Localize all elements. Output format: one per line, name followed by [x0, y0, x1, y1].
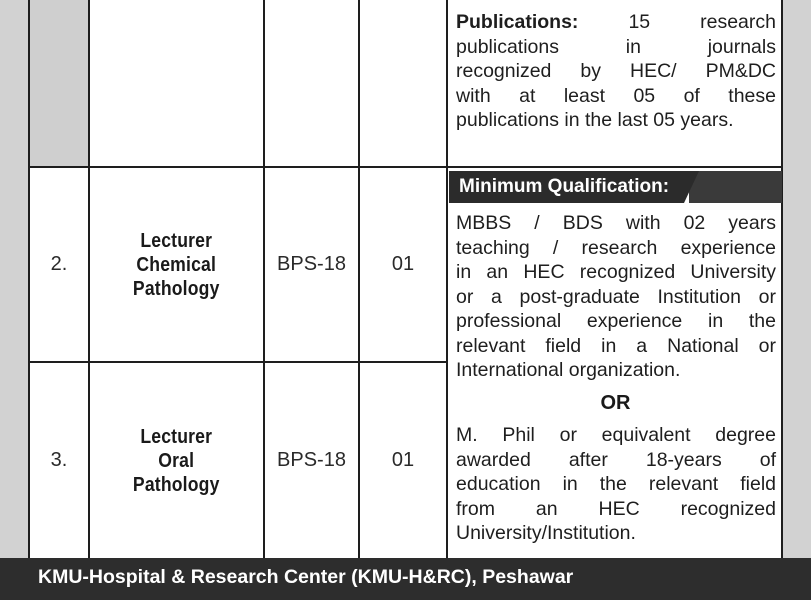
post-title-line: Lecturer	[140, 229, 213, 252]
post-title	[133, 229, 220, 301]
post-title-line: Chemical	[136, 253, 217, 276]
left-border-strip	[0, 0, 28, 558]
row-3-post-cell	[90, 363, 263, 558]
qualification-line: education in the relevant field	[456, 473, 776, 495]
row-3-sno-cell	[30, 363, 88, 558]
qualification-line: University/Institution.	[456, 522, 636, 544]
post-title-line: Pathology	[133, 277, 220, 300]
qualification-line: relevant field in a National or	[456, 334, 776, 357]
row-sno: 3.	[50, 449, 68, 471]
qualification-header: Minimum Qualification:	[459, 176, 670, 197]
footer-title: KMU-Hospital & Research Center (KMU-H&RC), Peshawar	[38, 565, 574, 588]
publications-text-first: 15 research	[628, 11, 776, 33]
post-title-line: Oral	[158, 449, 195, 472]
qualification-line: International organization.	[456, 359, 681, 381]
publications-line: with at least 05 of these	[456, 84, 776, 107]
bps-grade: BPS-18	[277, 449, 346, 471]
publications-requirement	[456, 10, 776, 133]
post-count: 01	[391, 449, 415, 471]
row-3-bps-cell	[265, 363, 358, 558]
qualification-option-2	[456, 423, 776, 546]
or-separator: OR	[600, 392, 631, 414]
publications-line: publications in the last 05 years.	[456, 109, 734, 131]
row-2-sno-cell	[30, 168, 88, 361]
publications-line: publications in journals	[456, 35, 776, 58]
row-2-post-cell	[90, 168, 263, 361]
right-border-strip	[783, 0, 811, 558]
previous-row-sno-cell	[30, 0, 88, 168]
row-sno: 2.	[50, 253, 68, 275]
qualification-line: teaching / research experience	[456, 236, 776, 259]
row-2-qty-cell	[360, 168, 446, 361]
qualification-header-bar	[449, 171, 782, 203]
qualification-line: in an HEC recognized University	[456, 261, 776, 283]
grid-line	[446, 0, 448, 558]
row-3-qty-cell	[360, 363, 446, 558]
row-2-bps-cell	[265, 168, 358, 361]
qualification-line: professional experience in the	[456, 310, 776, 332]
header-bar-tail	[689, 171, 782, 203]
qualification-line: MBBS / BDS with 02 years	[456, 212, 776, 234]
grid-line	[781, 0, 783, 558]
qualification-line: or a post-graduate Institution or	[456, 285, 776, 308]
post-title-line: Lecturer	[140, 425, 213, 448]
publications-label: Publications:	[456, 11, 579, 33]
qualification-line: from an HEC recognized	[456, 497, 776, 520]
post-count: 01	[391, 253, 415, 275]
post-title-line: Pathology	[133, 473, 220, 496]
qualification-line: M. Phil or equivalent degree	[456, 424, 776, 446]
qualification-option-1	[456, 211, 776, 383]
footer-title-bar	[28, 562, 783, 592]
bps-grade: BPS-18	[277, 253, 346, 275]
post-title	[133, 425, 220, 497]
qualification-line: awarded after 18-years of	[456, 448, 776, 471]
publications-line: recognized by HEC/ PM&DC	[456, 60, 776, 82]
